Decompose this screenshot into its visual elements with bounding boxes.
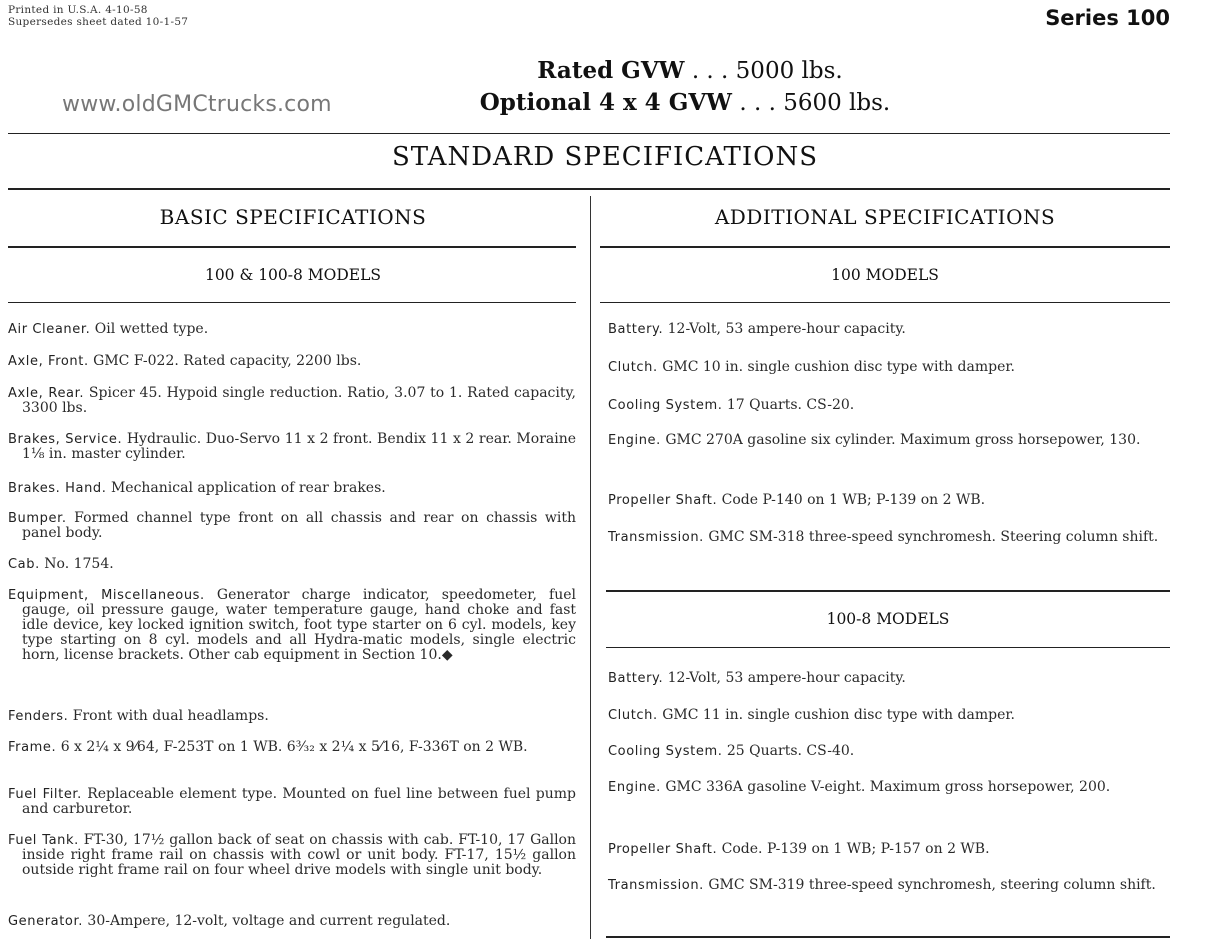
- print-note: [8, 4, 188, 28]
- spec-text: Mechanical application of rear brakes.: [106, 480, 386, 496]
- spec-text: Replaceable element type. Mounted on fuel line between fuel pump and carburetor.: [22, 786, 576, 817]
- models-100-8-subheading: 100-8 MODELS: [826, 610, 950, 628]
- spec-entry: [8, 833, 576, 878]
- models-100-rule: [600, 302, 1170, 303]
- spec-entry: [8, 354, 576, 369]
- spec-term: Brakes. Hand.: [8, 481, 107, 496]
- basic-specs-heading: BASIC SPECIFICATIONS: [159, 205, 427, 229]
- spec-entry: [608, 780, 1170, 795]
- spec-entry: [8, 709, 576, 724]
- spec-term: Battery.: [608, 322, 664, 337]
- spec-entry: [608, 493, 1170, 508]
- spec-text: Code P-140 on 1 WB; P-139 on 2 WB.: [717, 492, 986, 508]
- spec-term: Clutch.: [608, 708, 658, 723]
- page-title: STANDARD SPECIFICATIONS: [391, 142, 819, 172]
- spec-text: 12-Volt, 53 ampere-hour capacity.: [663, 321, 906, 337]
- spec-entry: [8, 557, 576, 572]
- spec-entry: [8, 511, 576, 541]
- spec-text: Generator charge indicator, speedometer, fuel gauge, oil pressure gauge, water temperature gauge, hand choke and fast idle device, key locked ignition switch, foot type starter on 6 cyl. models, key type starting on 8 cyl. models and all Hydra-matic models, single electric horn, license brackets. Other cab equipment in Section 10.◆: [22, 587, 576, 663]
- additional-specs-heading: ADDITIONAL SPECIFICATIONS: [714, 205, 1056, 229]
- spec-text: GMC 270A gasoline six cylinder. Maximum gross horsepower, 130.: [660, 432, 1141, 448]
- column-divider: [590, 196, 591, 939]
- spec-term: Equipment, Miscellaneous.: [8, 588, 205, 603]
- spec-term: Fenders.: [8, 709, 69, 724]
- spec-entry: [608, 360, 1170, 375]
- print-date: Printed in U.S.A. 4-10-58: [8, 4, 148, 16]
- spec-text: 12-Volt, 53 ampere-hour capacity.: [663, 670, 906, 686]
- basic-heading-rule: [8, 246, 576, 248]
- spec-term: Generator.: [8, 914, 83, 929]
- spec-entry: [608, 744, 1170, 759]
- top-rule: [8, 133, 1170, 134]
- spec-term: Air Cleaner.: [8, 322, 91, 337]
- spec-text: 25 Quarts. CS-40.: [722, 743, 855, 759]
- spec-entry: [608, 322, 1170, 337]
- spec-text: No. 1754.: [39, 556, 114, 572]
- spec-text: Spicer 45. Hypoid single reduction. Ratio, 3.07 to 1. Rated capacity, 3300 lbs.: [22, 385, 576, 416]
- additional-heading-rule: [600, 246, 1170, 248]
- spec-text: GMC SM-319 three-speed synchromesh, steering column shift.: [703, 877, 1156, 893]
- spec-text: GMC F-022. Rated capacity, 2200 lbs.: [88, 353, 362, 369]
- optional-gvw-value: . . . 5600 lbs.: [739, 90, 891, 116]
- title-rule: [8, 188, 1170, 190]
- watermark: www.oldGMCtrucks.com: [62, 92, 332, 117]
- spec-term: Battery.: [608, 671, 664, 686]
- spec-entry: [608, 708, 1170, 723]
- spec-entry: [8, 322, 576, 337]
- supersedes-note: Supersedes sheet dated 10-1-57: [8, 16, 189, 28]
- series-label: Series 100: [1045, 6, 1170, 30]
- spec-text: GMC 336A gasoline V-eight. Maximum gross horsepower, 200.: [660, 779, 1111, 795]
- spec-entry: [8, 432, 576, 462]
- spec-term: Fuel Tank.: [8, 833, 79, 848]
- spec-text: FT-30, 17½ gallon back of seat on chassis with cab. FT-10, 17 Gallon inside right frame rail on chassis with cowl or unit body. FT-17, 15½ gallon outside right frame rail on four wheel drive models with single unit body.: [22, 832, 576, 878]
- spec-text: 30-Ampere, 12-volt, voltage and current regulated.: [82, 913, 451, 929]
- spec-term: Fuel Filter.: [8, 787, 82, 802]
- basic-subheading-rule: [8, 302, 576, 303]
- spec-text: Formed channel type front on all chassis and rear on chassis with panel body.: [22, 510, 576, 541]
- spec-entry: [8, 740, 576, 755]
- spec-text: 6 x 2¼ x 9⁄64, F-253T on 1 WB. 6³⁄₃₂ x 2¼ x 5⁄16, F-336T on 2 WB.: [56, 739, 528, 755]
- spec-term: Transmission.: [608, 530, 704, 545]
- spec-term: Frame.: [8, 740, 57, 755]
- spec-entry: [608, 530, 1170, 545]
- basic-models-subheading: 100 & 100-8 MODELS: [204, 266, 382, 284]
- spec-entry: [8, 914, 576, 929]
- spec-text: 17 Quarts. CS-20.: [722, 397, 855, 413]
- spec-term: Axle, Rear.: [8, 386, 85, 401]
- spec-text: GMC SM-318 three-speed synchromesh. Steering column shift.: [703, 529, 1159, 545]
- spec-term: Propeller Shaft.: [608, 493, 718, 508]
- spec-text: GMC 11 in. single cushion disc type with damper.: [657, 707, 1015, 723]
- bottom-rule: [606, 936, 1170, 938]
- models-100-subheading: 100 MODELS: [831, 266, 939, 284]
- spec-entry: [608, 433, 1170, 448]
- spec-term: Transmission.: [608, 878, 704, 893]
- spec-text: Code. P-139 on 1 WB; P-157 on 2 WB.: [717, 841, 990, 857]
- spec-text: GMC 10 in. single cushion disc type with damper.: [657, 359, 1015, 375]
- spec-term: Clutch.: [608, 360, 658, 375]
- spec-term: Cooling System.: [608, 398, 723, 413]
- rated-gvw-label: Rated GVW: [537, 57, 685, 84]
- spec-entry: [608, 398, 1170, 413]
- spec-term: Cooling System.: [608, 744, 723, 759]
- spec-term: Engine.: [608, 433, 661, 448]
- spec-text: Oil wetted type.: [90, 321, 209, 337]
- rated-gvw-value: . . . 5000 lbs.: [691, 58, 843, 84]
- spec-term: Brakes, Service.: [8, 432, 123, 447]
- spec-term: Cab.: [8, 557, 40, 572]
- spec-term: Axle, Front.: [8, 354, 89, 369]
- spec-entry: [8, 588, 576, 663]
- spec-text: Front with dual headlamps.: [68, 708, 269, 724]
- spec-entry: [608, 878, 1170, 893]
- spec-entry: [608, 842, 1170, 857]
- spec-entry: [8, 386, 576, 416]
- spec-term: Propeller Shaft.: [608, 842, 718, 857]
- rated-gvw-line: [0, 55, 1210, 87]
- spec-entry: [8, 481, 576, 496]
- spec-text: Hydraulic. Duo-Servo 11 x 2 front. Bendix 11 x 2 rear. Moraine 1⅛ in. master cylinder.: [22, 431, 577, 462]
- models-100-8-top-rule: [606, 590, 1170, 592]
- models-100-8-rule: [606, 647, 1170, 648]
- spec-term: Engine.: [608, 780, 661, 795]
- spec-entry: [8, 787, 576, 817]
- optional-gvw-label: Optional 4 x 4 GVW: [479, 89, 733, 116]
- spec-entry: [608, 671, 1170, 686]
- spec-term: Bumper.: [8, 511, 67, 526]
